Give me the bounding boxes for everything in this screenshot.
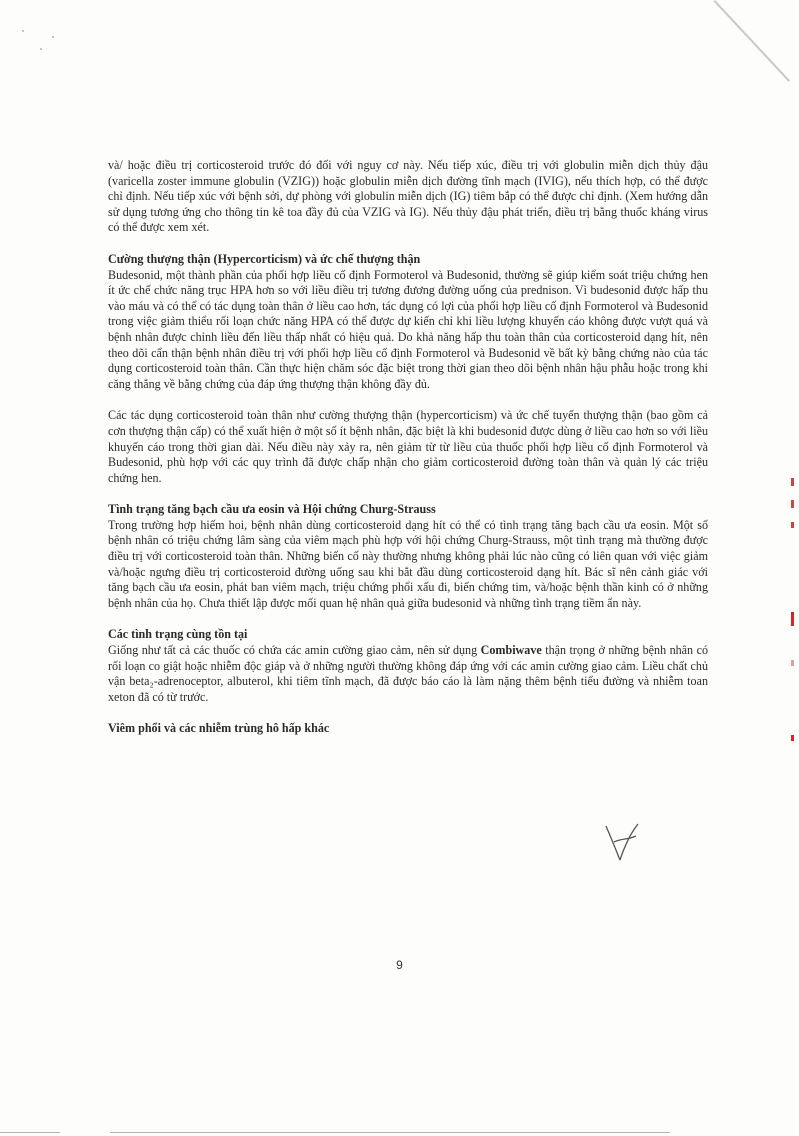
intro-paragraph: và/ hoặc điều trị corticosteroid trước đó đối với nguy cơ này. Nếu tiếp xúc, điều trị với globulin miễn dịch thủy đậu (varicella zoster immune globulin (VZIG)) hoặc globulin miễn dịch đường tĩnh mạch (IVIG), nếu thích hợp, có thể được chỉ định. Nếu tiếp xúc với bệnh sởi, dự phòng với globulin miễn dịch (IG) tiêm bắp có thể được chỉ định. (Xem hướng dẫn sử dụng tương ứng cho thông tin kê toa đầy đủ của VZIG và IG). Nếu thủy đậu phát triển, điều trị bằng thuốc kháng virus có thể được xem xét. <box>108 158 708 235</box>
section-paragraph: Các tác dụng corticosteroid toàn thân như cường thượng thận (hypercorticism) và ức chế tuyến thượng thận (bao gồm cả cơn thượng thận cấp) có thể xuất hiện ở một số ít bệnh nhân, đặc biệt là khi budesonid được dùng ở liều cao hơn so với liều khuyến cáo trong thời gian dài. Nếu điều này xảy ra, nên giảm từ từ liều của thuốc phối hợp liều cố định Formoterol và Budesonid, phù hợp với các quy trình đã được chấp nhận cho giảm corticosteroid đường toàn thân và quản lý các triệu chứng hen. <box>108 408 708 485</box>
section-paragraph: Trong trường hợp hiếm hoi, bệnh nhân dùng corticosteroid dạng hít có thể có tình trạng tăng bạch cầu ưa eosin. Một số bệnh nhân có triệu chứng lâm sàng của viêm mạch phù hợp với hội chứng Churg-Strauss, một tình trạng mà thường được điều trị với corticosteroid toàn thân. Những biến cố này thường nhưng không phải lúc nào cũng có liên quan với việc giảm và/hoặc ngưng điều trị corticosteroid đường uống sau khi bắt đầu dùng corticosteroid dạng hít. Bác sĩ nên cảnh giác với tăng bạch cầu ưa eosin, phát ban viêm mạch, triệu chứng phổi xấu đi, biến chứng tim, và/hoặc bệnh thần kinh có ở những bệnh nhân của họ. Chưa thiết lập được mối quan hệ nhân quả giữa budesonid và những tình trạng tiềm ẩn này. <box>108 517 708 610</box>
page-number: 9 <box>396 958 403 972</box>
section-paragraph-rich <box>108 643 708 705</box>
text-run: thận trọng ở những bệnh nhân có rối loạn co giật hoặc nhiễm độc giáp và ở những người thường không đáp ứng với các amin cường giao cảm. Liều chất chủ vận beta₂-adrenoceptor, albuterol, khi tiêm tĩnh mạch, đã được báo cáo là làm nặng thêm bệnh tiểu đường và nhiễm toan xeton đã có từ trước. <box>108 643 708 704</box>
handwritten-initials-mark <box>602 820 642 864</box>
section-paragraph: Budesonid, một thành phần của phối hợp liều cố định Formoterol và Budesonid, thường sẽ giúp kiểm soát triệu chứng hen ít ức chế chức năng trục HPA hơn so với liều điều trị tương đương đường uống của prednison. Vì budesonid được hấp thu vào máu và có thể có tác dụng toàn thân ở liều cao hơn, tác dụng có lợi của phối hợp liều cố định Formoterol và Budesonid trong việc giảm thiểu rối loạn chức năng HPA có thể được dự kiến chỉ khi liều lượng khuyến cáo không được vượt quá và bệnh nhân được chỉnh liều đến liều thấp nhất có hiệu quả. Do khả năng hấp thu toàn thân của corticosteroid dạng hít, nên theo dõi cẩn thận bệnh nhân điều trị với phối hợp liều cố định Formoterol và Budesonid về bất kỳ bằng chứng nào của tác dụng corticosteroid toàn thân. Cần thực hiện chăm sóc đặc biệt trong thời gian theo dõi bệnh nhân hậu phẫu hoặc trong khi căng thẳng về bằng chứng của đáp ứng thượng thận không đầy đủ. <box>108 267 708 391</box>
section-heading-hypercorticism: Cường thượng thận (Hypercorticism) và ức chế thượng thận <box>108 251 421 266</box>
scan-speck <box>22 30 24 32</box>
document-body <box>108 158 708 737</box>
section-heading-pneumonia: Viêm phổi và các nhiễm trùng hô hấp khác <box>108 721 330 736</box>
edge-mark <box>791 522 794 528</box>
scan-bottom-line <box>110 1132 670 1133</box>
scan-fold-line <box>714 0 790 82</box>
product-name: Combiwave <box>480 643 542 658</box>
edge-mark <box>791 735 794 741</box>
edge-mark <box>791 478 794 486</box>
text-run: Giống như tất cả các thuốc có chứa các amin cường giao cảm, nên sử dụng <box>108 643 481 658</box>
edge-mark <box>791 500 794 508</box>
section-heading-eosinophilia: Tình trạng tăng bạch cầu ưa eosin và Hội chứng Churg-Strauss <box>108 502 436 517</box>
section-heading-coexisting-conditions: Các tình trạng cùng tồn tại <box>108 627 248 642</box>
scan-speck <box>52 36 54 38</box>
scan-speck <box>40 48 42 50</box>
edge-mark <box>791 612 794 626</box>
scan-bottom-line <box>0 1132 60 1133</box>
edge-mark <box>791 660 794 666</box>
